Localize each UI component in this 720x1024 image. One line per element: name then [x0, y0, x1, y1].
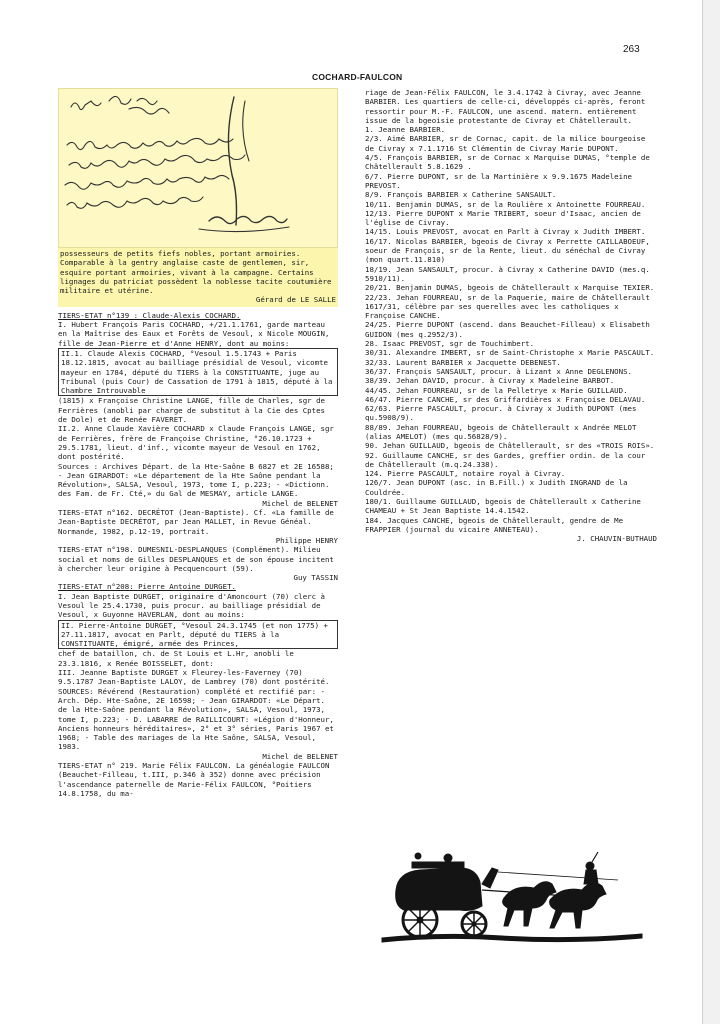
quartier-item: 38/39. Jehan DAVID, procur. à Civray x Madeleine BARBOT. — [365, 376, 615, 386]
quartier-item: 16/17. Nicolas BARBIER, bgeois de Civray x Perrette CAILLABOEUF, soeur de François, sr de la Rente, lieut. du sénéchal de Civray (mon quart.11.810) — [365, 236, 650, 265]
quartier-item: 1. Jeanne BARBIER. — [365, 125, 446, 135]
right-column — [365, 88, 657, 544]
quartier-item: 184. Jacques CANCHE, bgeois de Châtellerault, gendre de Me FRAPPIER (journal du vicaire ANNETEAU). — [365, 515, 624, 534]
quartier-item: 126/7. Jean DUPONT (asc. in B.Fill.) x Judith INGRAND de la Couldrée. — [365, 478, 628, 497]
quartier-item: 22/23. Jehan FOURREAU, sr de la Paquerie, maire de Châtellerault 1617/31, célèbre par ses querelles avec les catholiques x Françoise CANCHE. — [365, 292, 650, 321]
faulcon-intro: riage de Jean-Félix FAULCON, le 3.4.1742 à Civray, avec Jeanne BARBIER. Les quartiers de celle-ci, développés ci-après, feront ressortir pour M.-F. FAULCON, une ascend. matern. entièrement issue de la bgeoisie protestante de Civray et Châtellerault. — [365, 88, 646, 125]
quartier-item: 88/89. Jehan FOURREAU, bgeois de Châtellerault x Andrée MELOT (alias AMELOT) (mes qu.56828/9). — [365, 422, 637, 441]
entry-139-boxed-paragraph: II.1. Claude Alexis COCHARD, °Vesoul 1.5.1743 + Paris 18.12.1815, avocat au bailliage présidial de Vesoul, vicomte mayeur en 1784, député du TIERS à la CONSTITUANTE, juge au Tribunal (puis Cour) de Cassation de 1791 à 1815, député à la Chambre Introuvable — [58, 348, 338, 396]
entry-162: TIERS-ETAT n°162. DECRÉTOT (Jean-Baptiste). Cf. «La famille de Jean-Baptiste DECRÉTOT, par Jean MALLET, in Revue Généal. Normande, 1982, p.12-19, portrait. — [58, 508, 334, 536]
entry-139-paragraph-2: (1815) x Françoise Christine LANGE, fille de Charles, sgr de Ferrières (anobli par charge de substitut à la Cie des Cptes de Dole) et de Renée FAVERET. — [58, 396, 325, 425]
quartier-item: 92. Guillaume CANCHE, sr des Gardes, greffier ordin. de la cour de Châtellerault (m.q.24.338). — [365, 450, 646, 469]
quartier-item: 24/25. Pierre DUPONT (ascend. dans Beauchet-Filleau) x Elisabeth GUIDON (mes q.2952/3). — [365, 320, 650, 339]
entry-198: TIERS-ETAT n°198. DUMESNIL-DESPLANQUES (Complément). Milieu social et noms de Gilles DESPLANQUES et de son épouse incitent à chercher leur origine à Pecquencourt (59). — [58, 545, 334, 573]
caption-text: possesseurs de petits fiefs nobles, portant armoiries. Comparable à la gentry anglaise caste de gentlemen, sir, esquire portant armoiries, vivant à la campagne. Certains lignages du patriciat possèdent la noblesse tacite coutumière militaire et utérine. — [60, 249, 332, 296]
quartier-item: 2/3. Aimé BARBIER, sr de Cornac, capit. de la milice bourgeoise de Civray x 7.1.1716 St Clémentin de Civray Marie DUPONT. — [365, 134, 646, 153]
entry-219: TIERS-ETAT n° 219. Marie Félix FAULCON. La généalogie FAULCON (Beauchet-Filleau, t.III, p.346 à 352) donne avec précision l'ascendance paternelle de Marie-Félix FAULCON, °Poitiers 14.8.1758, du ma- — [58, 761, 330, 798]
entry-139-signature: Michel de BELENET — [262, 498, 338, 508]
entry-198-signature: Guy TASSIN — [293, 573, 338, 583]
quartier-item: 46/47. Pierre CANCHE, sr des Griffardières x Françoise DELAVAU. — [365, 394, 646, 404]
quartier-item: 4/5. François BARBIER, sr de Cornac x Marquise DUMAS, °temple de Châtellerault 5.8.1629 . — [365, 153, 650, 172]
quartier-item: 6/7. Pierre DUPONT, sr de la Martinière x 9.9.1675 Madeleine PREVOST. — [365, 171, 632, 190]
quartier-item: 180/1. Guillaume GUILLAUD, bgeois de Châtellerault x Catherine CHAMEAU + St Jean Baptiste 14.4.1542. — [365, 497, 641, 516]
quartier-item: 8/9. François BARBIER x Catherine SANSAULT. — [365, 190, 557, 200]
entry-162-signature: Philippe HENRY — [275, 535, 338, 545]
carriage-vignette — [378, 850, 646, 946]
entry-139-paragraph-1: I. Hubert François Paris COCHARD, +/21.1.1761, garde marteau en la Maîtrise des Eaux et Forêts de Vesoul, x Nicole MOUGIN, fille de Jean-Pierre et d'Anne HENRY, dont au moins: — [58, 320, 330, 348]
quartier-item: 10/11. Benjamin DUMAS, sr de la Roulière x Antoinette FOURREAU. — [365, 199, 646, 209]
page-edge — [702, 0, 720, 1024]
caption-block — [58, 248, 338, 307]
entry-139-paragraph-3: II.2. Anne Claude Xavière COCHARD x Claude François LANGE, sgr de Ferrières, frère de Françoise Christine, °26.10.1723 + 29.5.1781, lieut. d'inf., vicomte mayeur de Vesoul en 1762, dont postérité. — [58, 424, 334, 462]
quartier-item: 28. Isaac PREVOST, sgr de Touchimbert. — [365, 339, 535, 349]
entry-208-paragraph-3: III. Jeanne Baptiste DURGET x Fleurey-les-Faverney (70) 9.5.1787 Jean-Baptiste LALOY, de Lambrey (70) dont postérité. — [58, 668, 330, 687]
entry-208-paragraph-1: I. Jean Baptiste DURGET, originaire d'Amoncourt (70) clerc à Vesoul le 25.4.1730, puis procur. au bailliage présidial de Vesoul, x Guyonne HAVERLAN, dont au moins: — [58, 591, 325, 620]
quartier-item: 20/21. Benjamin DUMAS, bgeois de Châtellerault x Marquise TEXIER. — [365, 283, 655, 293]
quartier-item: 32/33. Laurent BARBIER x Jacquette DEBENEST. — [365, 357, 561, 367]
manuscript-image — [58, 88, 338, 248]
page-number: 263 — [623, 44, 640, 55]
quartier-item: 44/45. Jehan FOURREAU, sr de la Pelletrye x Marie GUILLAUD. — [365, 385, 628, 395]
handwriting-strokes — [59, 89, 338, 247]
entry-208-paragraph-2: chef de bataillon, ch. de St Louis et L.Hr, anobli le 23.3.1816, x Renée BOISSELET, dont: — [58, 649, 294, 668]
right-column-signature: J. CHAUVIN-BUTHAUD — [576, 534, 657, 544]
left-column — [58, 88, 338, 798]
entry-208-boxed-paragraph: II. Pierre-Antoine DURGET, °Vesoul 24.3.1745 (et non 1775) + 27.11.1817, avocat en Parlt, député du TIERS à la CONSTITUANTE, émigré, armée des Princes, — [58, 620, 338, 650]
entry-208-title: TIERS-ETAT n°208: Pierre Antoine DURGET. — [58, 582, 236, 592]
quartier-item: 18/19. Jean SANSAULT, procur. à Civray x Catherine DAVID (mes.q. 5910/11). — [365, 264, 650, 283]
entry-139-title: TIERS-ETAT n°139 : Claude-Alexis COCHARD. — [58, 310, 241, 320]
quartier-item: 14/15. Louis PREVOST, avocat en Parlt à Civray x Judith IMBERT. — [365, 227, 646, 237]
quartier-item: 30/31. Alexandre IMBERT, sr de Saint-Christophe x Marie PASCAULT. — [365, 348, 655, 358]
entry-208-signature: Michel de BELENET — [262, 751, 338, 761]
quartier-item: 124. Pierre PASCAULT, notaire royal à Civray. — [365, 469, 566, 479]
quartier-item: 90. Jehan GUILLAUD, bgeois de Châtellerault, sr des «TROIS ROIS». — [365, 441, 655, 451]
quartier-item: 62/63. Pierre PASCAULT, procur. à Civray x Judith DUPONT (mes qu.5908/9). — [365, 404, 637, 423]
quartier-item: 36/37. François SANSAULT, procur. à Lizant x Anne DEGLENONS. — [365, 366, 632, 376]
running-head: COCHARD-FAULCON — [312, 72, 403, 82]
caption-signature: Gérard de LE SALLE — [255, 295, 336, 305]
entry-208-sources: SOURCES: Révérend (Restauration) complété et rectifié par: - Arch. Dép. Hte-Saône, 2E 16598; - Jean GIRARDOT: «Le Départ. de la Hte-Saône pendant la Révolution», SALSA, Vesoul, 1973, tome I, p.223; - D. LABARRE de RAILLICOURT: «Légion d'Honneur, Anciens honneurs héréditaires», 2° et 3° séries, Paris 1967 et 1968; - Table des mariages de la Hte Saône, SALSA, Vesoul, 1983. — [58, 686, 334, 752]
quartier-item: 12/13. Pierre DUPONT x Marie TRIBERT, soeur d'Isaac, ancien de l'église de Civray. — [365, 208, 641, 228]
entry-139-sources: Sources : Archives Départ. de la Hte-Saône B 6827 et 2E 16588; - Jean GIRARDOT: «Le département de la Hte Saône pendant la Révolution», SALSA, Vesoul, 1973, tome I, p.223; - «Dictionn. des Fam. de Fr. Cté,» du Gal de MESMAY, article LANGE. — [58, 461, 334, 499]
